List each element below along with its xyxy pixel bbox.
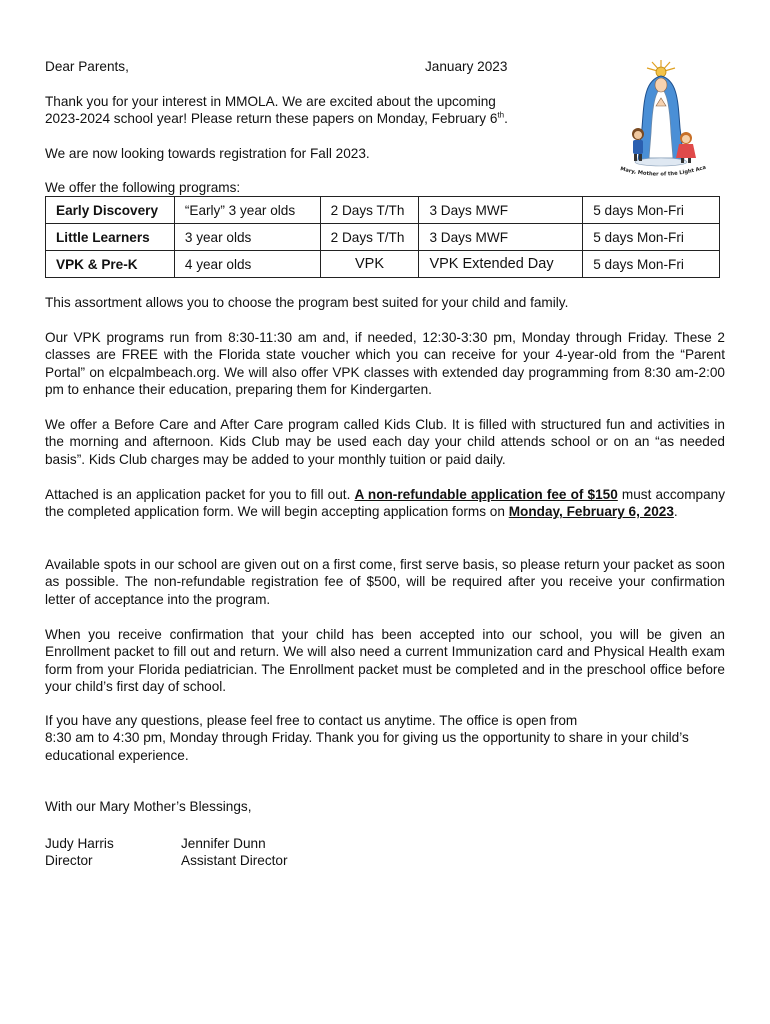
table-row [46,251,720,278]
questions-line-1: If you have any questions, please feel free to contact us anytime. The office is open from [45,713,578,728]
enrollment-paragraph: When you receive confirmation that your child has been accepted into our school, you will be given an Enrollment packet to fill out and return. We will also need a current Immunization card and Physical Health exam form from your Florida pediatrician. The Enrollment packet must be completed and in the preschool office before your child’s first day of school. [45,627,725,695]
letter-date: January 2023 [425,59,508,74]
program-name: VPK & Pre-K [46,251,175,278]
intro-line-2-text: 2023-2024 school year! Please return these papers on Monday, February 6 [45,111,498,127]
mary-logo-image [614,58,714,183]
application-date: Monday, February 6, 2023 [508,504,674,520]
application-text-end: . [673,504,678,520]
program-option: 3 Days MWF [419,224,583,251]
program-option: VPK [320,251,419,278]
program-age: “Early” 3 year olds [174,197,320,224]
registration-text: We are now looking towards registration for Fall 2023. [45,146,370,161]
program-age: 4 year olds [174,251,320,278]
spots-paragraph: Available spots in our school are given out on a first come, first serve basis, so please return your packet as soon as possible. The non-refundable registration fee of $500, will be required after you receive your confirmation letter of acceptance into the program. [45,557,725,607]
program-option: 5 days Mon-Fri [583,197,720,224]
table-row [46,197,720,224]
salutation: Dear Parents, [45,59,129,74]
ordinal-suffix: th [497,110,505,120]
questions-rest: 8:30 am to 4:30 pm, Monday through Friday. Thank you for giving us the opportunity to share in your child’s educational experience. [45,730,689,763]
blessing-text: With our Mary Mother’s Blessings, [45,799,252,814]
application-text-2: must accompany the completed application form. We will begin accepting application forms on [45,487,725,520]
program-option: 3 Days MWF [419,197,583,224]
intro-line-2 [45,110,585,127]
intro-paragraph [45,93,585,128]
programs-intro: We offer the following programs: [45,180,241,195]
program-option: 5 days Mon-Fri [583,251,720,278]
program-age: 3 year olds [174,224,320,251]
signer-1 [45,835,114,869]
questions-paragraph [45,712,725,764]
program-name: Early Discovery [46,197,175,224]
assortment-text: This assortment allows you to choose the program best suited for your child and family. [45,295,569,310]
signer-1-title: Director [45,853,93,868]
vpk-paragraph: Our VPK programs run from 8:30-11:30 am and, if needed, 12:30-3:30 pm, Monday through Friday. These 2 classes are FREE with the Florida state voucher which you can receive for your 4-year-old from the “Parent Portal” on elcpalmbeach.org. We will also offer VPK classes with extended day programming from 8:30 am-2:00 pm to enhance their education, preparing them for Kindergarten. [45,330,725,398]
logo-caption: Mary, Mother of the Light Aca [619,164,707,178]
application-text: Attached is an application packet for you to fill out. [45,487,355,502]
programs-table [45,196,720,278]
program-option: 2 Days T/Th [320,224,419,251]
signer-2-title: Assistant Director [181,853,288,868]
program-option: VPK Extended Day [419,251,583,278]
signer-2-name: Jennifer Dunn [181,836,266,851]
kids-club-paragraph: We offer a Before Care and After Care program called Kids Club. It is filled with structured fun and activities in the morning and afternoon. Kids Club may be used each day your child attends school or on an “as needed basis”. Kids Club charges may be added to your monthly tuition or paid daily. [45,417,725,467]
program-option: 2 Days T/Th [320,197,419,224]
intro-line-1: Thank you for your interest in MMOLA. We are excited about the upcoming [45,94,496,109]
program-option: 5 days Mon-Fri [583,224,720,251]
application-paragraph [45,486,725,521]
program-name: Little Learners [46,224,175,251]
application-fee: A non-refundable application fee of $150 [354,487,618,502]
signer-1-name: Judy Harris [45,836,114,851]
table-row [46,224,720,251]
signer-2 [181,835,288,869]
intro-line-2-end: . [504,111,508,127]
school-logo [614,58,714,183]
